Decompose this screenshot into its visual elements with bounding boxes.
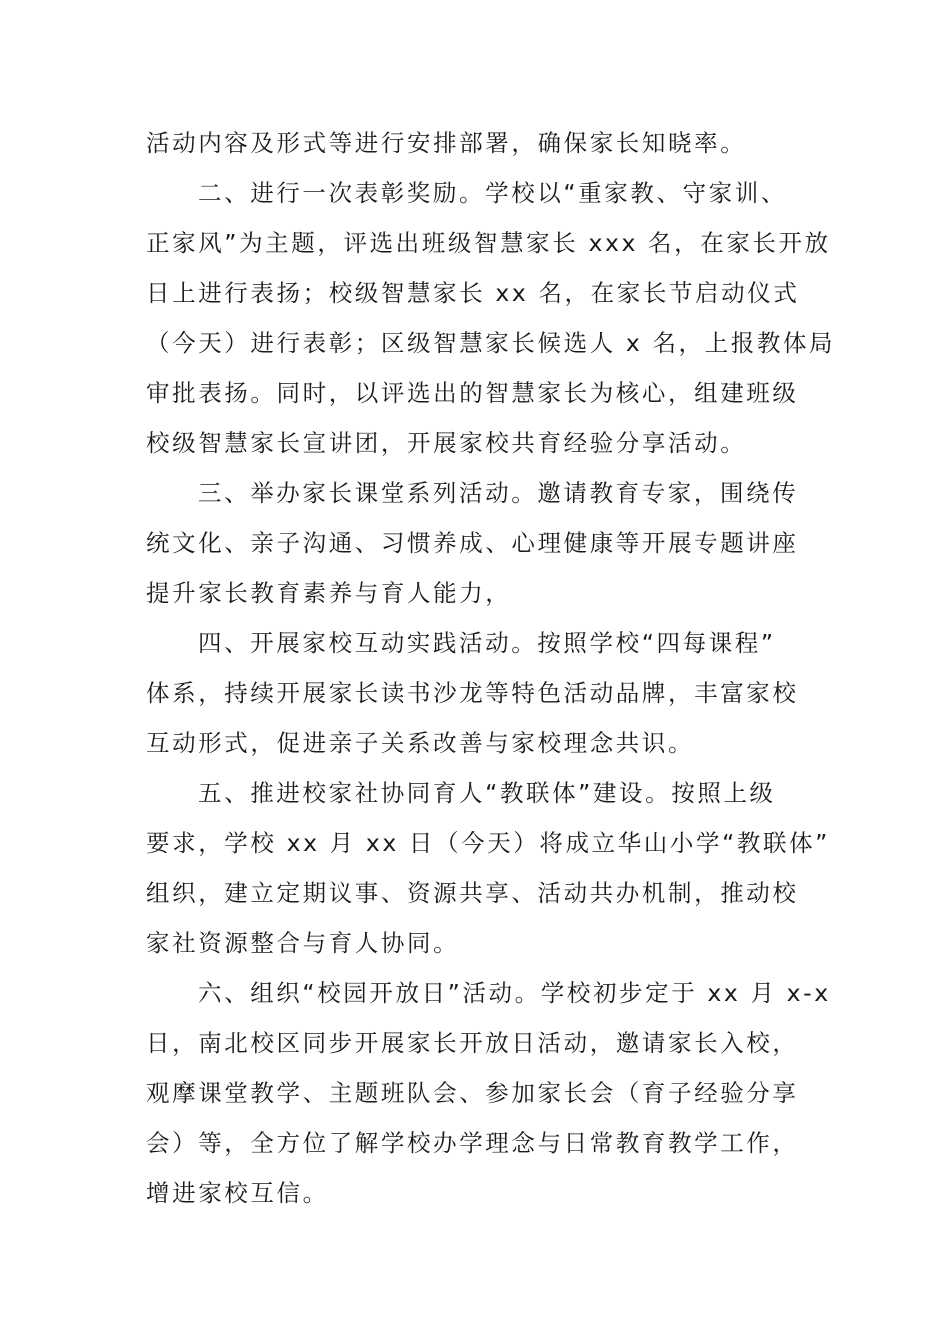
text-line: 要求，学校 xx 月 xx 日（今天）将成立华山小学“教联体” xyxy=(146,829,830,857)
paragraph-5-line: 五、推进校家社协同育人“教联体”建设。按照上级 xyxy=(198,779,776,807)
text-line: 正家风”为主题，评选出班级智慧家长 xxx 名，在家长开放 xyxy=(146,229,831,257)
paragraph-4-line: 四、开展家校互动实践活动。按照学校“四每课程” xyxy=(198,629,776,657)
text-line: 观摩课堂教学、主题班队会、参加家长会（育子经验分享 xyxy=(146,1079,799,1107)
text-line: 日，南北校区同步开展家长开放日活动，邀请家长入校， xyxy=(146,1029,799,1057)
text-line: 家社资源整合与育人协同。 xyxy=(146,929,460,957)
text-line: 会）等，全方位了解学校办学理念与日常教育教学工作， xyxy=(146,1129,799,1157)
text-line: 校级智慧家长宣讲团，开展家校共育经验分享活动。 xyxy=(146,429,747,457)
text-line: 提升家长教育素养与育人能力， xyxy=(146,579,512,607)
paragraph-2-line: 二、进行一次表彰奖励。学校以“重家教、守家训、 xyxy=(198,179,787,207)
text-line: 统文化、亲子沟通、习惯养成、心理健康等开展专题讲座 xyxy=(146,529,799,557)
text-line: 审批表扬。同时，以评选出的智慧家长为核心，组建班级 xyxy=(146,379,799,407)
text-line: 体系，持续开展家长读书沙龙等特色活动品牌，丰富家校 xyxy=(146,679,799,707)
text-line: 活动内容及形式等进行安排部署，确保家长知晓率。 xyxy=(146,129,747,157)
document-body xyxy=(146,118,836,1218)
paragraph-6-line: 六、组织“校园开放日”活动。学校初步定于 xx 月 x-x xyxy=(198,979,831,1007)
text-line: 增进家校互信。 xyxy=(146,1179,329,1207)
text-line: （今天）进行表彰；区级智慧家长候选人 x 名，上报教体局 xyxy=(146,329,836,357)
text-line: 日上进行表扬；校级智慧家长 xx 名，在家长节启动仪式 xyxy=(146,279,800,307)
text-line: 组织，建立定期议事、资源共享、活动共办机制，推动校 xyxy=(146,879,799,907)
paragraph-3-line: 三、举办家长课堂系列活动。邀请教育专家，围绕传 xyxy=(198,479,799,507)
text-line: 互动形式，促进亲子关系改善与家校理念共识。 xyxy=(146,729,695,757)
